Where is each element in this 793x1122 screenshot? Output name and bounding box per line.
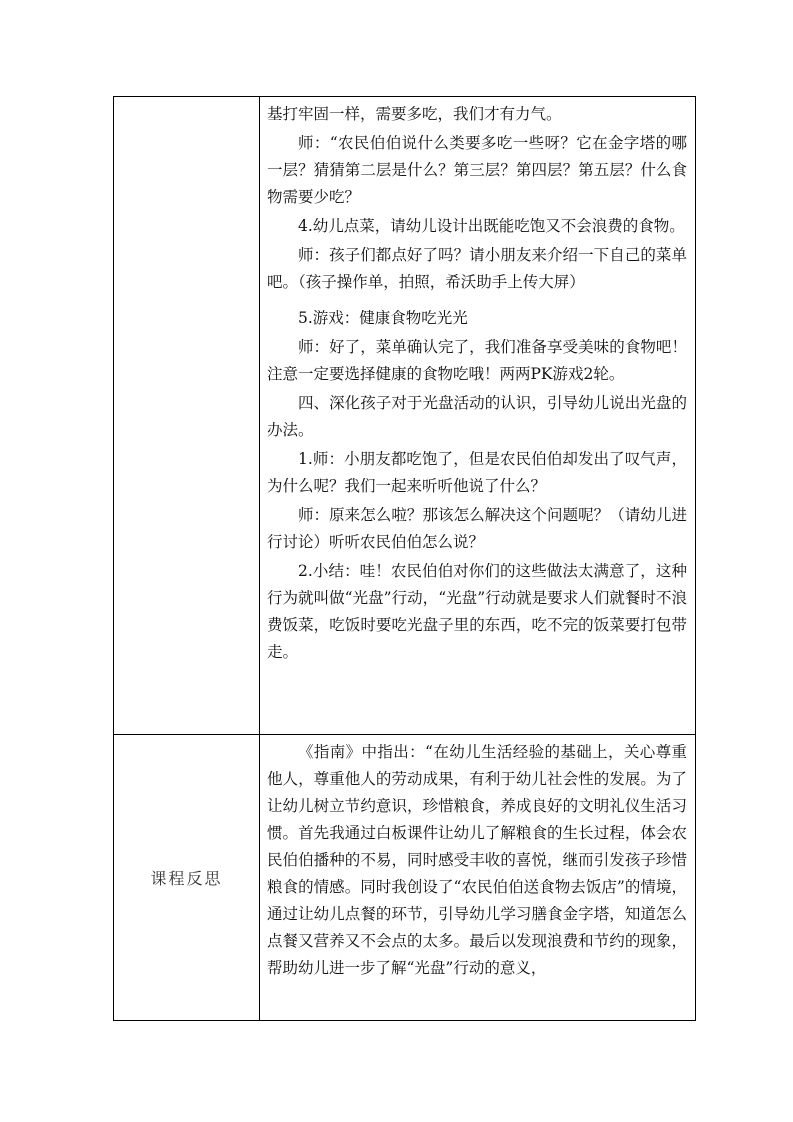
paragraph: 基打牢固一样，需要多吃，我们才有力气。 (267, 105, 562, 123)
paragraph: 师：“农民伯伯说什么类要多吃一些呀？它在金字塔的哪一层？猜猜第二层是什么？第三层？第四层？第五层？什么食物需要少吃？ (267, 134, 687, 206)
paragraph: 《指南》中指出：“在幼儿生活经验的基础上，关心尊重他人，尊重他人的劳动成果，有利于幼儿社会性的发展。为了让幼儿树立节约意识，珍惜粮食，养成良好的文明礼仪生活习惯。首先我通过白板课件让幼儿了解粮食的生长过程，体会农民伯伯播种的不易，同时感受丰收的喜悦，继而引发孩子珍惜粮食的情感。同时我创设了“农民伯伯送食物去饭店”的情境，通过让幼儿点餐的环节，引导幼儿学习膳食金字塔，知道怎么点餐又营养又不会点的太多。最后以发现浪费和节约的现象，帮助幼儿进一步了解“光盘”行动的意义， (267, 743, 687, 977)
lesson-plan-table (113, 96, 696, 1021)
reflection-label: 课程反思 (150, 869, 223, 888)
paragraph: 2.小结：哇！农民伯伯对你们的这些做法太满意了，这种行为就叫做“光盘”行动，“光盘”行动就是要求人们就餐时不浪费饭菜，吃饭时要吃光盘子里的东西，吃不完的饭菜要打包带走。 (267, 562, 687, 661)
paragraph: 4.幼儿点菜，请幼儿设计出既能吃饱又不会浪费的食物。 (298, 217, 685, 235)
reflection-label-cell (114, 735, 259, 1020)
paragraph: 师：原来怎么啦？那该怎么解决这个问题呢？（请幼儿进行讨论）听听农民伯伯怎么说？ (267, 506, 687, 551)
paragraph: 5.游戏：健康食物吃光光 (298, 309, 468, 327)
reflection-content-cell (260, 735, 695, 1020)
paragraph: 1.师：小朋友都吃饱了，但是农民伯伯却发出了叹气声，为什么呢？我们一起来听听他说了什么？ (267, 450, 687, 495)
paragraph: 师：孩子们都点好了吗？请小朋友来介绍一下自己的菜单吧。（孩子操作单，拍照，希沃助手上传大屏） (267, 246, 687, 291)
activity-content-cell (260, 97, 695, 734)
paragraph: 师：好了，菜单确认完了，我们准备享受美味的食物吧！注意一定要选择健康的食物吃哦！两两PK游戏2轮。 (267, 338, 687, 383)
paragraph: 四、深化孩子对于光盘活动的认识，引导幼儿说出光盘的办法。 (267, 394, 687, 439)
